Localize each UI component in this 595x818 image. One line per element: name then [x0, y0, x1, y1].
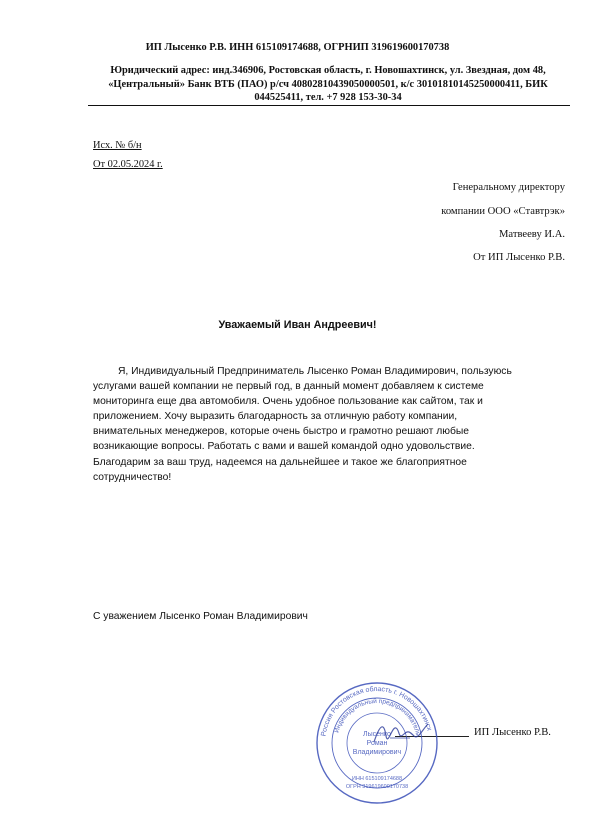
address-line: Юридический адрес: инд.346906, Ростовская область, г. Новошахтинск, ул. Звездная, дом 48,	[110, 65, 546, 76]
addressee-company: компании ООО «Ставтрэк»	[441, 206, 565, 217]
header-divider	[88, 105, 570, 106]
body-line: мониторинга еще два автомобиля. Очень удобное пользование как сайтом, так и	[93, 396, 483, 408]
stamp-center-line: Владимирович	[352, 749, 402, 756]
closing-line: С уважением Лысенко Роман Владимирович	[93, 611, 308, 622]
body-line: возникающие вопросы. Работать с вами и вашей командой одно удовольствие.	[93, 441, 475, 453]
body-line: сотрудничество!	[93, 471, 172, 483]
letterhead-title: ИП Лысенко Р.В. ИНН 615109174688, ОГРНИП 319619600170738	[145, 42, 450, 53]
body-line: Я, Индивидуальный Предприниматель Лысенко Роман Владимирович, пользуюсь	[118, 366, 512, 377]
address-line: «Центральный» Банк ВТБ (ПАО) р/сч 40802810439050000501, к/с 30101810145250000411, БИК	[108, 78, 548, 90]
stamp-inn: ИНН 615109174688	[351, 776, 403, 782]
stamp-inner-text: Индивидуальный предприниматель	[333, 697, 422, 737]
salutation: Уважаемый Иван Андреевич!	[218, 319, 377, 331]
body-line: приложением. Хочу выразить благодарность за отличную работу компании,	[93, 411, 458, 423]
stamp-outer-text: Россия Ростовская область г. Новошахтинск	[320, 685, 433, 737]
stamp-center-line: Роман	[366, 740, 388, 747]
stamp-ogrn: ОГРН 319619600170738	[345, 784, 409, 790]
body-line: Благодарим за ваш труд, надеемся на дальнейшее и такое же благоприятное	[93, 456, 467, 468]
stamp-center-line: Лысенко	[363, 731, 391, 738]
addressee-position: Генеральному директору	[452, 182, 565, 193]
body-line: услугами вашей компании не первый год, в данный момент добавляем к системе	[93, 381, 484, 393]
sender-line: От ИП Лысенко Р.В.	[473, 252, 565, 263]
body-line: внимательных менеджеров, которые очень быстро и грамотно решают любые	[93, 426, 470, 438]
letterhead-address	[88, 64, 568, 105]
signatory-name: ИП Лысенко Р.В.	[474, 727, 551, 738]
outgoing-number: Исх. № б/н	[93, 140, 142, 151]
addressee-name: Матвееву И.А.	[498, 229, 565, 240]
address-line: 044525411, тел. +7 928 153-30-34	[254, 92, 402, 104]
letter-date: От 02.05.2024 г.	[93, 159, 163, 170]
letter-body	[93, 364, 555, 485]
handwritten-signature	[370, 712, 432, 752]
